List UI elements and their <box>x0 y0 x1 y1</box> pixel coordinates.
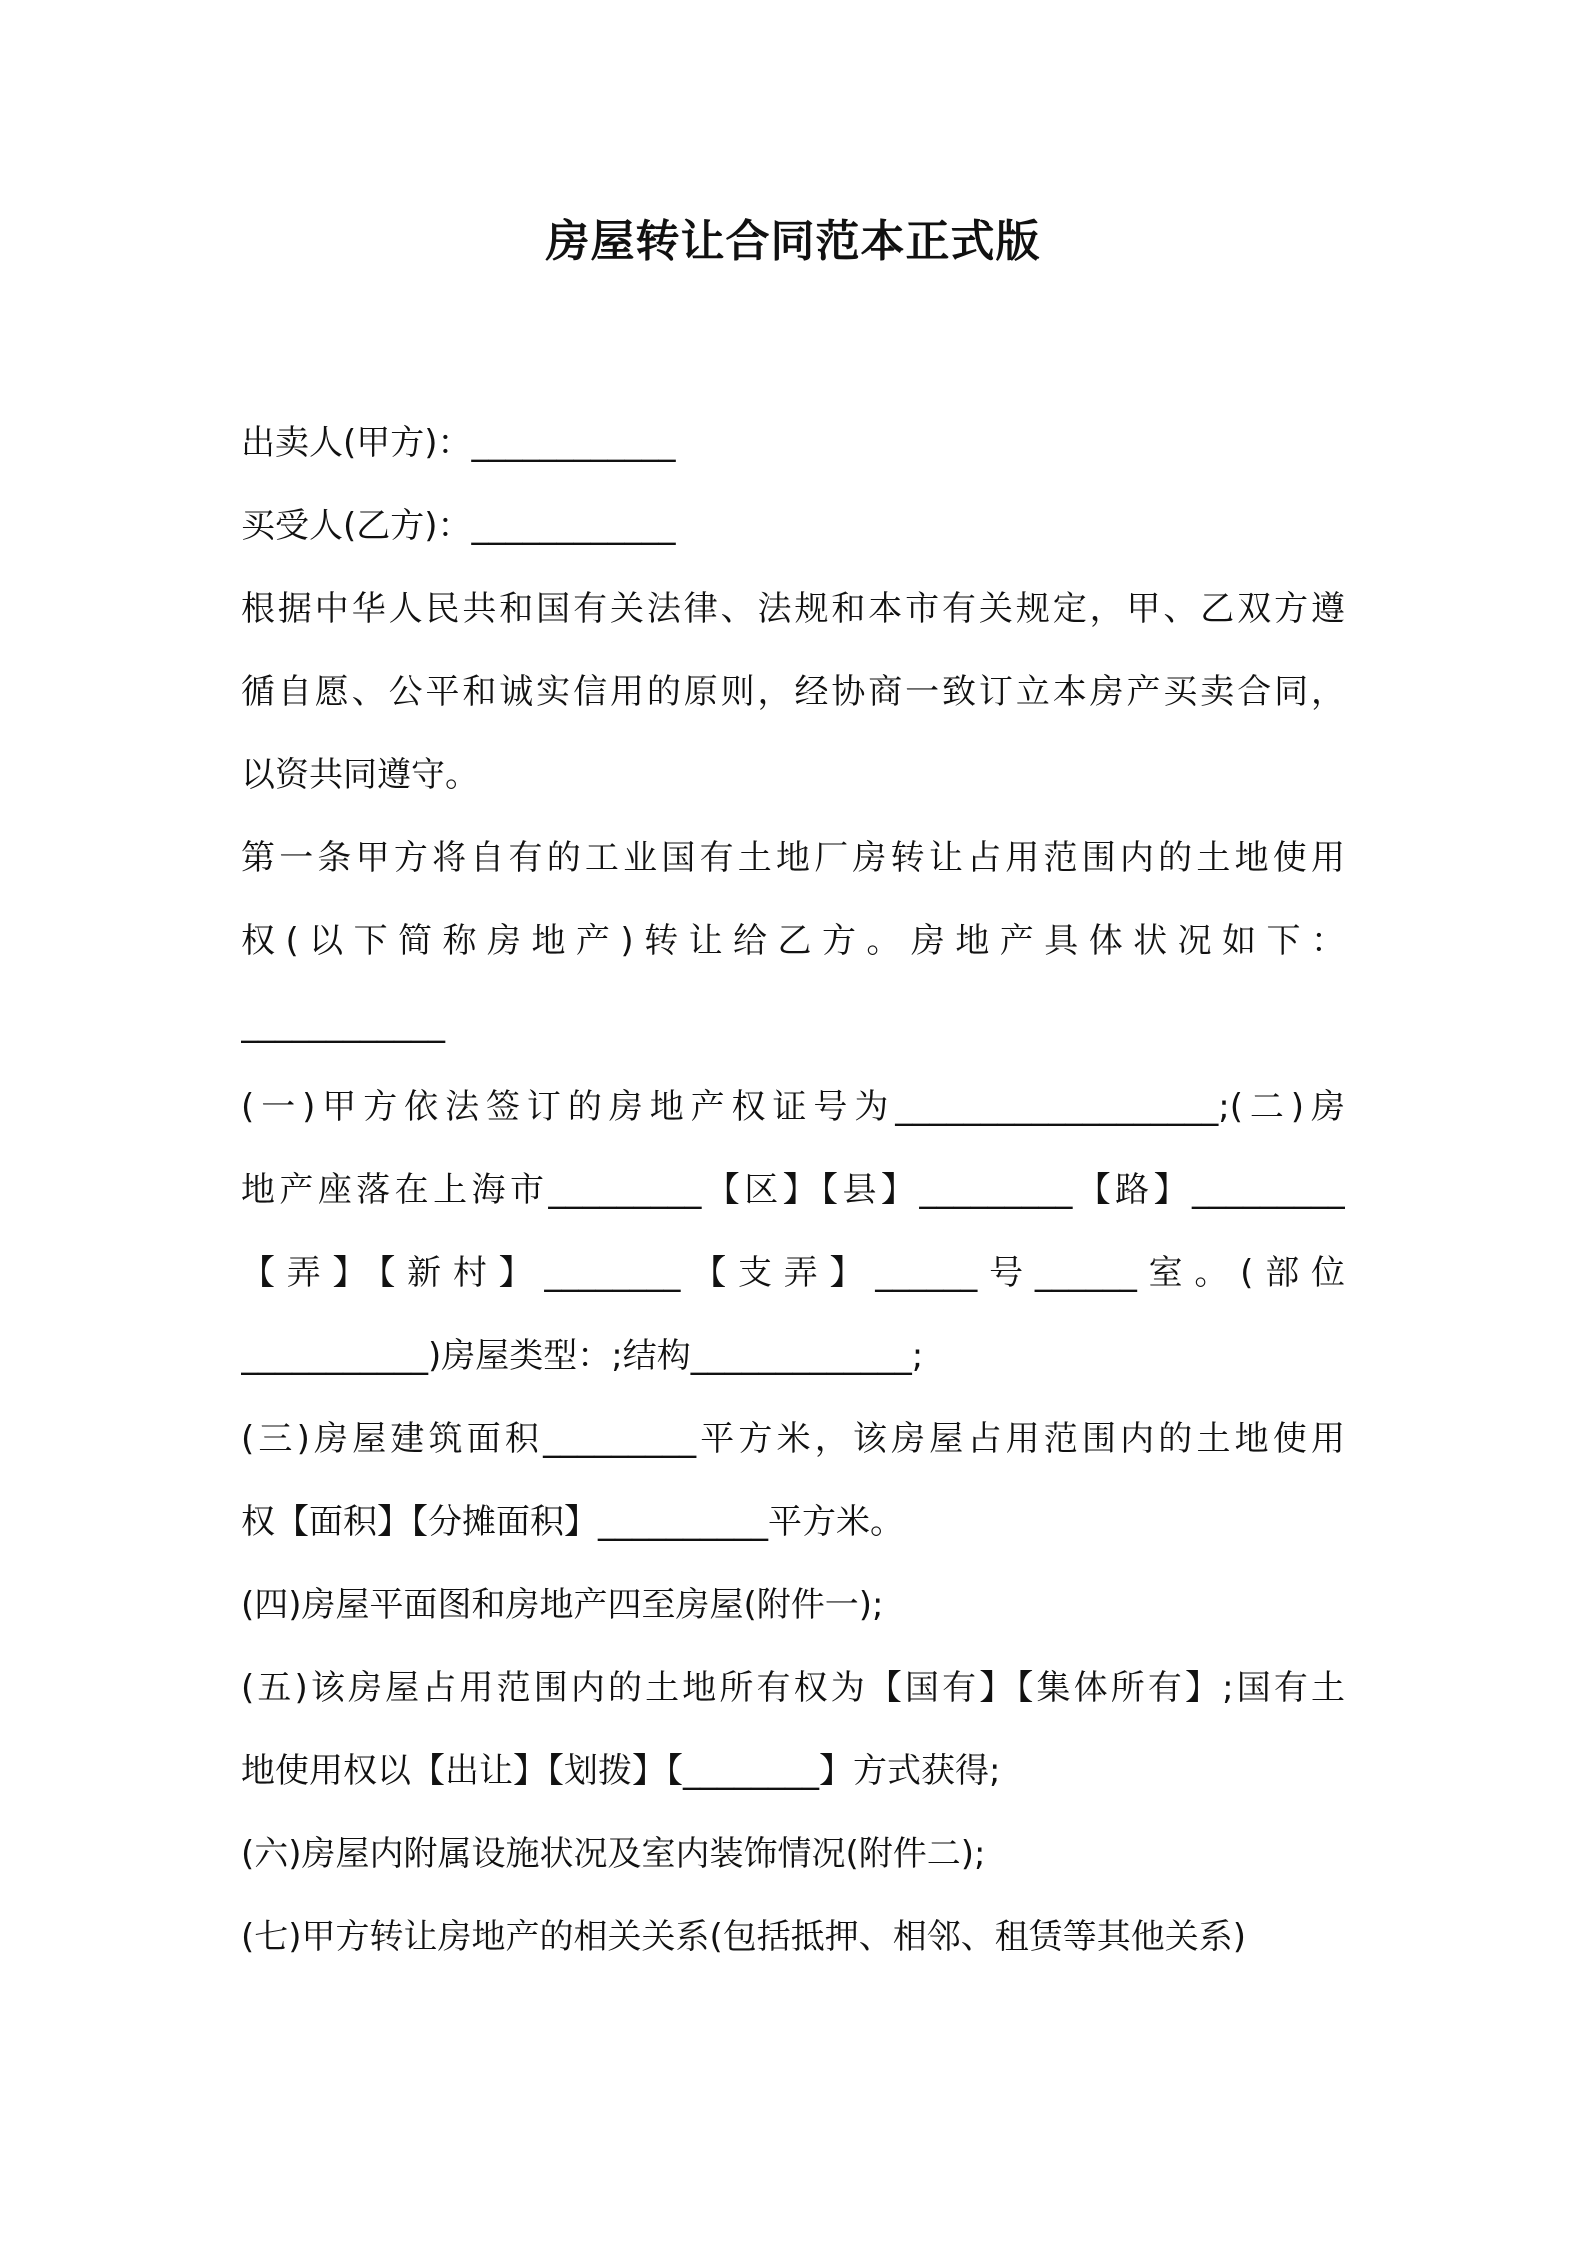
seller-line: 出卖人(甲方)：____________ <box>241 423 676 463</box>
item-5-line-1: (五)该房屋占用范围内的土地所有权为【国有】【集体所有】;国有土 <box>241 1668 1345 1708</box>
item-1-line: (一)甲方依法签订的房地产权证号为___________________;(二)房 <box>241 1087 1345 1127</box>
item-7-line: (七)甲方转让房地产的相关关系(包括抵押、相邻、租赁等其他关系) <box>241 1917 1247 1957</box>
item-4-line: (四)房屋平面图和房地产四至房屋(附件一); <box>241 1585 884 1625</box>
contract-body <box>241 402 1345 1979</box>
item-6-line: (六)房屋内附属设施状况及室内装饰情况(附件二); <box>241 1834 986 1874</box>
item-3-line-1: (三)房屋建筑面积_________平方米，该房屋占用范围内的土地使用 <box>241 1419 1345 1459</box>
article-1-line-1: 第一条甲方将自有的工业国有土地厂房转让占用范围内的土地使用 <box>241 838 1345 878</box>
preamble-line-1: 根据中华人民共和国有关法律、法规和本市有关规定，甲、乙双方遵 <box>241 589 1345 629</box>
article-1-line-2: 权(以下简称房地产)转让给乙方。房地产具体状况如下： <box>241 921 1345 961</box>
item-5-line-2: 地使用权以【出让】【划拨】【________】方式获得; <box>241 1751 1001 1791</box>
item-2-line-3: ___________)房屋类型：;结构_____________; <box>241 1336 924 1376</box>
preamble-line-3: 以资共同遵守。 <box>241 755 479 795</box>
buyer-line: 买受人(乙方)：____________ <box>241 506 676 546</box>
document-title: 房屋转让合同范本正式版 <box>545 216 1041 267</box>
item-2-line-2: 【弄】【新村】________【支弄】______号______室。(部位 <box>241 1253 1345 1293</box>
item-2-line-1: 地产座落在上海市_________【区】【县】_________【路】_________ <box>241 1170 1345 1210</box>
article-1-blank: ____________ <box>241 1004 445 1044</box>
preamble-line-2: 循自愿、公平和诚实信用的原则，经协商一致订立本房产买卖合同， <box>241 672 1345 712</box>
item-3-line-2: 权【面积】【分摊面积】__________平方米。 <box>241 1502 904 1542</box>
